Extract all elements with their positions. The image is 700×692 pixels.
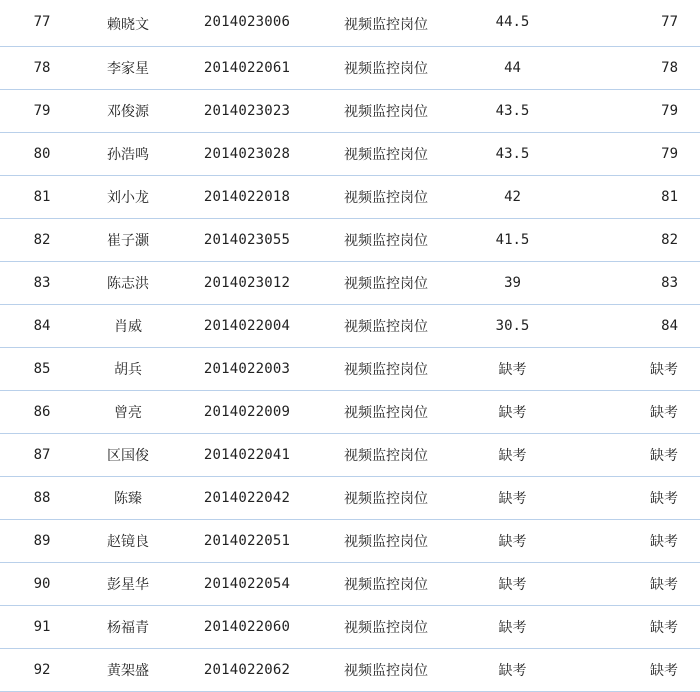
candidate-id-cell: 2014022061 <box>172 47 322 90</box>
table-row <box>0 47 700 90</box>
candidate-id-cell: 2014022041 <box>172 434 322 477</box>
name-cell: 陈臻 <box>84 477 172 520</box>
candidate-id-cell: 2014023023 <box>172 90 322 133</box>
table-row <box>0 563 700 606</box>
place-cell: 78 <box>575 47 700 90</box>
rank-cell: 82 <box>0 219 84 262</box>
table-row <box>0 391 700 434</box>
place-cell: 缺考 <box>575 520 700 563</box>
score-cell: 缺考 <box>450 520 575 563</box>
rank-cell: 81 <box>0 176 84 219</box>
position-cell: 视频监控岗位 <box>322 90 450 133</box>
position-cell: 视频监控岗位 <box>322 10 450 47</box>
score-cell: 缺考 <box>450 434 575 477</box>
place-cell: 83 <box>575 262 700 305</box>
results-body <box>0 10 700 692</box>
score-cell: 43.5 <box>450 90 575 133</box>
score-cell: 缺考 <box>450 391 575 434</box>
table-row <box>0 434 700 477</box>
rank-cell: 92 <box>0 649 84 692</box>
candidate-id-cell: 2014023012 <box>172 262 322 305</box>
table-row <box>0 606 700 649</box>
rank-cell: 90 <box>0 563 84 606</box>
score-cell: 缺考 <box>450 649 575 692</box>
name-cell: 肖威 <box>84 305 172 348</box>
score-cell: 缺考 <box>450 477 575 520</box>
name-cell: 胡兵 <box>84 348 172 391</box>
results-table <box>0 10 700 692</box>
candidate-id-cell: 2014023055 <box>172 219 322 262</box>
place-cell: 缺考 <box>575 563 700 606</box>
score-cell: 43.5 <box>450 133 575 176</box>
position-cell: 视频监控岗位 <box>322 348 450 391</box>
place-cell: 81 <box>575 176 700 219</box>
rank-cell: 89 <box>0 520 84 563</box>
candidate-id-cell: 2014022060 <box>172 606 322 649</box>
candidate-id-cell: 2014022042 <box>172 477 322 520</box>
name-cell: 陈志洪 <box>84 262 172 305</box>
rank-cell: 80 <box>0 133 84 176</box>
name-cell: 彭星华 <box>84 563 172 606</box>
rank-cell: 77 <box>0 10 84 47</box>
place-cell: 缺考 <box>575 606 700 649</box>
position-cell: 视频监控岗位 <box>322 176 450 219</box>
table-row <box>0 348 700 391</box>
table-row <box>0 133 700 176</box>
candidate-id-cell: 2014022018 <box>172 176 322 219</box>
position-cell: 视频监控岗位 <box>322 606 450 649</box>
place-cell: 缺考 <box>575 649 700 692</box>
position-cell: 视频监控岗位 <box>322 434 450 477</box>
name-cell: 赖晓文 <box>84 10 172 47</box>
place-cell: 缺考 <box>575 391 700 434</box>
table-row <box>0 219 700 262</box>
rank-cell: 79 <box>0 90 84 133</box>
place-cell: 82 <box>575 219 700 262</box>
position-cell: 视频监控岗位 <box>322 133 450 176</box>
candidate-id-cell: 2014022003 <box>172 348 322 391</box>
position-cell: 视频监控岗位 <box>322 563 450 606</box>
score-cell: 30.5 <box>450 305 575 348</box>
name-cell: 杨福青 <box>84 606 172 649</box>
score-cell: 44 <box>450 47 575 90</box>
table-row <box>0 176 700 219</box>
name-cell: 邓俊源 <box>84 90 172 133</box>
rank-cell: 88 <box>0 477 84 520</box>
table-row <box>0 10 700 47</box>
name-cell: 曾亮 <box>84 391 172 434</box>
position-cell: 视频监控岗位 <box>322 520 450 563</box>
place-cell: 缺考 <box>575 477 700 520</box>
table-row <box>0 90 700 133</box>
place-cell: 84 <box>575 305 700 348</box>
candidate-id-cell: 2014022054 <box>172 563 322 606</box>
rank-cell: 84 <box>0 305 84 348</box>
rank-cell: 78 <box>0 47 84 90</box>
position-cell: 视频监控岗位 <box>322 477 450 520</box>
position-cell: 视频监控岗位 <box>322 47 450 90</box>
name-cell: 黄架盛 <box>84 649 172 692</box>
candidate-id-cell: 2014022009 <box>172 391 322 434</box>
table-row <box>0 477 700 520</box>
score-cell: 41.5 <box>450 219 575 262</box>
candidate-id-cell: 2014022004 <box>172 305 322 348</box>
score-cell: 44.5 <box>450 10 575 47</box>
rank-cell: 86 <box>0 391 84 434</box>
rank-cell: 91 <box>0 606 84 649</box>
rank-cell: 83 <box>0 262 84 305</box>
table-row <box>0 649 700 692</box>
table-row <box>0 520 700 563</box>
position-cell: 视频监控岗位 <box>322 305 450 348</box>
place-cell: 缺考 <box>575 348 700 391</box>
candidate-id-cell: 2014022062 <box>172 649 322 692</box>
score-cell: 缺考 <box>450 606 575 649</box>
name-cell: 赵镜良 <box>84 520 172 563</box>
position-cell: 视频监控岗位 <box>322 391 450 434</box>
place-cell: 77 <box>575 10 700 47</box>
table-row <box>0 305 700 348</box>
score-cell: 缺考 <box>450 348 575 391</box>
score-cell: 42 <box>450 176 575 219</box>
candidate-id-cell: 2014023006 <box>172 10 322 47</box>
name-cell: 刘小龙 <box>84 176 172 219</box>
rank-cell: 85 <box>0 348 84 391</box>
candidate-id-cell: 2014022051 <box>172 520 322 563</box>
position-cell: 视频监控岗位 <box>322 649 450 692</box>
place-cell: 79 <box>575 133 700 176</box>
name-cell: 崔子灏 <box>84 219 172 262</box>
rank-cell: 87 <box>0 434 84 477</box>
table-row <box>0 262 700 305</box>
position-cell: 视频监控岗位 <box>322 219 450 262</box>
place-cell: 缺考 <box>575 434 700 477</box>
score-cell: 39 <box>450 262 575 305</box>
score-cell: 缺考 <box>450 563 575 606</box>
place-cell: 79 <box>575 90 700 133</box>
name-cell: 李家星 <box>84 47 172 90</box>
position-cell: 视频监控岗位 <box>322 262 450 305</box>
candidate-id-cell: 2014023028 <box>172 133 322 176</box>
name-cell: 孙浩鸣 <box>84 133 172 176</box>
name-cell: 区国俊 <box>84 434 172 477</box>
